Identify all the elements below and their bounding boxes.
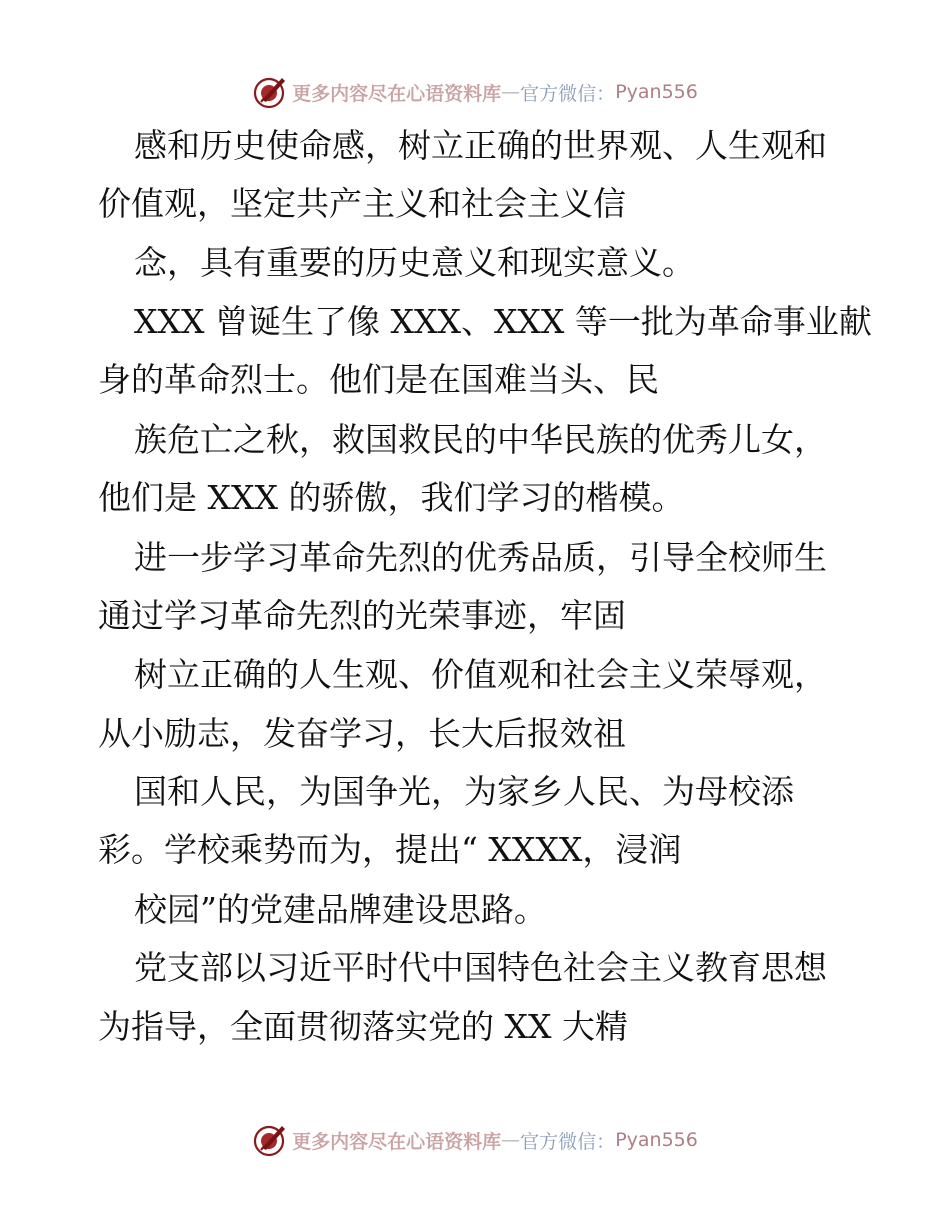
watermark-wechat-id: Pyan556 <box>615 1129 698 1151</box>
body-line: XXX 曾诞生了像 XXX、XXX 等一批为革命事业献 <box>134 302 872 341</box>
body-line: 念，具有重要的历史意义和现实意义。 <box>134 243 695 282</box>
body-line: 通过学习革命先烈的光荣事迹，牢固 <box>98 596 626 635</box>
body-line: 身的革命烈士。他们是在国难当头、民 <box>98 360 659 399</box>
watermark-wechat-label: 官方微信： <box>520 1130 616 1153</box>
body-line: 党支部以习近平时代中国特色社会主义教育思想 <box>134 948 827 987</box>
header-watermark <box>0 72 950 112</box>
body-line: 他们是 XXX 的骄傲，我们学习的楷模。 <box>98 478 685 517</box>
body-line: 为指导，全面贯彻落实党的 XX 大精 <box>98 1007 628 1046</box>
body-line: 价值观，坚定共产主义和社会主义信 <box>98 184 626 223</box>
body-line: 国和人民，为国争光，为家乡人民、为母校添 <box>134 772 794 811</box>
body-line: 感和历史使命感，树立正确的世界观、人生观和 <box>134 126 827 165</box>
body-line: 校园”的党建品牌建设思路。 <box>134 890 547 929</box>
watermark-separator: — <box>501 1129 521 1151</box>
watermark-site: 更多内容尽在心语资料库 <box>292 82 502 105</box>
body-line: 彩。学校乘势而为，提出“ XXXX，浸润 <box>98 830 682 869</box>
body-line: 进一步学习革命先烈的优秀品质，引导全校师生 <box>134 538 827 577</box>
quill-logo-icon <box>252 74 288 110</box>
watermark-wechat-label: 官方微信： <box>520 82 616 105</box>
body-line: 树立正确的人生观、价值观和社会主义荣辱观， <box>134 655 827 694</box>
watermark-separator: — <box>501 81 521 103</box>
watermark-wechat-id: Pyan556 <box>615 81 698 103</box>
watermark-site: 更多内容尽在心语资料库 <box>292 1130 502 1153</box>
quill-logo-icon <box>252 1122 288 1158</box>
footer-watermark <box>0 1120 950 1160</box>
body-line: 从小励志，发奋学习，长大后报效祖 <box>98 714 626 753</box>
body-line: 族危亡之秋，救国救民的中华民族的优秀儿女， <box>134 420 827 459</box>
